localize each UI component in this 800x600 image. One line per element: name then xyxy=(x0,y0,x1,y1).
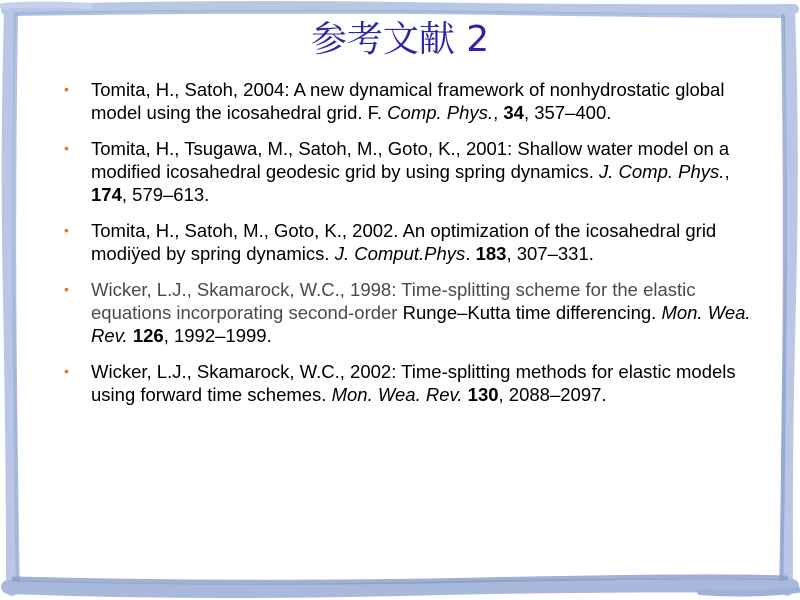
journal-volume: 130 xyxy=(467,384,499,405)
reference-text: Tomita, H., Tsugawa, M., Satoh, M., Goto, K., 2001: Shallow water model on a modified icosahedral geodesic grid by using spring dynamics. xyxy=(91,138,730,182)
frame-bottom-stroke xyxy=(8,585,792,591)
reference-text: Wicker, L.J., Skamarock, W.C., 2002: Time-splitting methods for elastic models using forward time schemes. xyxy=(91,361,736,405)
bullet-icon: • xyxy=(64,363,69,379)
reference-list xyxy=(62,78,762,419)
bullet-icon: • xyxy=(64,281,69,297)
journal-name: J. Comp. Phys. xyxy=(599,161,725,182)
reference-item xyxy=(62,360,762,406)
frame-right-stroke-2 xyxy=(781,16,785,585)
journal-volume: 34 xyxy=(503,102,524,123)
frame-accent-top-left xyxy=(2,5,90,7)
page-range: , 579–613. xyxy=(121,184,210,205)
page-range: , 307–331. xyxy=(506,243,594,264)
reference-text: Wicker, L.J., Skamarock, W.C., 1998: Time-splitting scheme for the elastic equations incorporating second-order xyxy=(91,279,696,323)
journal-volume: 174 xyxy=(91,184,122,205)
frame-right-stroke xyxy=(787,10,792,590)
reference-separator: . xyxy=(465,243,476,264)
reference-item xyxy=(62,278,762,347)
reference-item xyxy=(62,137,762,206)
journal-name: Mon. Wea. Rev. xyxy=(331,384,463,405)
page-range: , 2088–2097. xyxy=(498,384,607,405)
page-range: , 1992–1999. xyxy=(163,325,272,346)
journal-volume: 126 xyxy=(132,325,164,346)
journal-volume: 183 xyxy=(475,243,507,264)
journal-name: Comp. Phys. xyxy=(387,102,494,123)
bullet-icon: • xyxy=(64,222,69,238)
slide-title: 参考文献 2 xyxy=(310,19,490,60)
bullet-icon: • xyxy=(64,140,69,156)
journal-name: Mon. Wea. Rev. xyxy=(91,302,751,346)
reference-text: Tomita, H., Satoh, 2004: A new dynamical framework of nonhydrostatic global model using the icosahedral grid. F. xyxy=(91,79,725,123)
frame-accent-bottom-right xyxy=(700,590,798,594)
reference-text: Tomita, H., Satoh, M., Goto, K., 2002. An optimization of the icosahedral grid modiÿed by spring dynamics. xyxy=(91,220,717,264)
bullet-icon: • xyxy=(64,81,69,97)
frame-left-stroke-2 xyxy=(14,14,18,585)
page-range: , 357–400. xyxy=(523,102,612,123)
reference-item xyxy=(62,78,762,124)
journal-name: J. Comput.Phys xyxy=(334,243,466,264)
reference-text-continued: Runge–Kutta time differencing. xyxy=(402,302,662,323)
reference-separator: , xyxy=(724,161,730,182)
reference-separator: , xyxy=(493,102,504,123)
frame-left-stroke xyxy=(8,10,12,590)
frame-top-stroke xyxy=(6,6,794,10)
reference-item xyxy=(62,219,762,265)
